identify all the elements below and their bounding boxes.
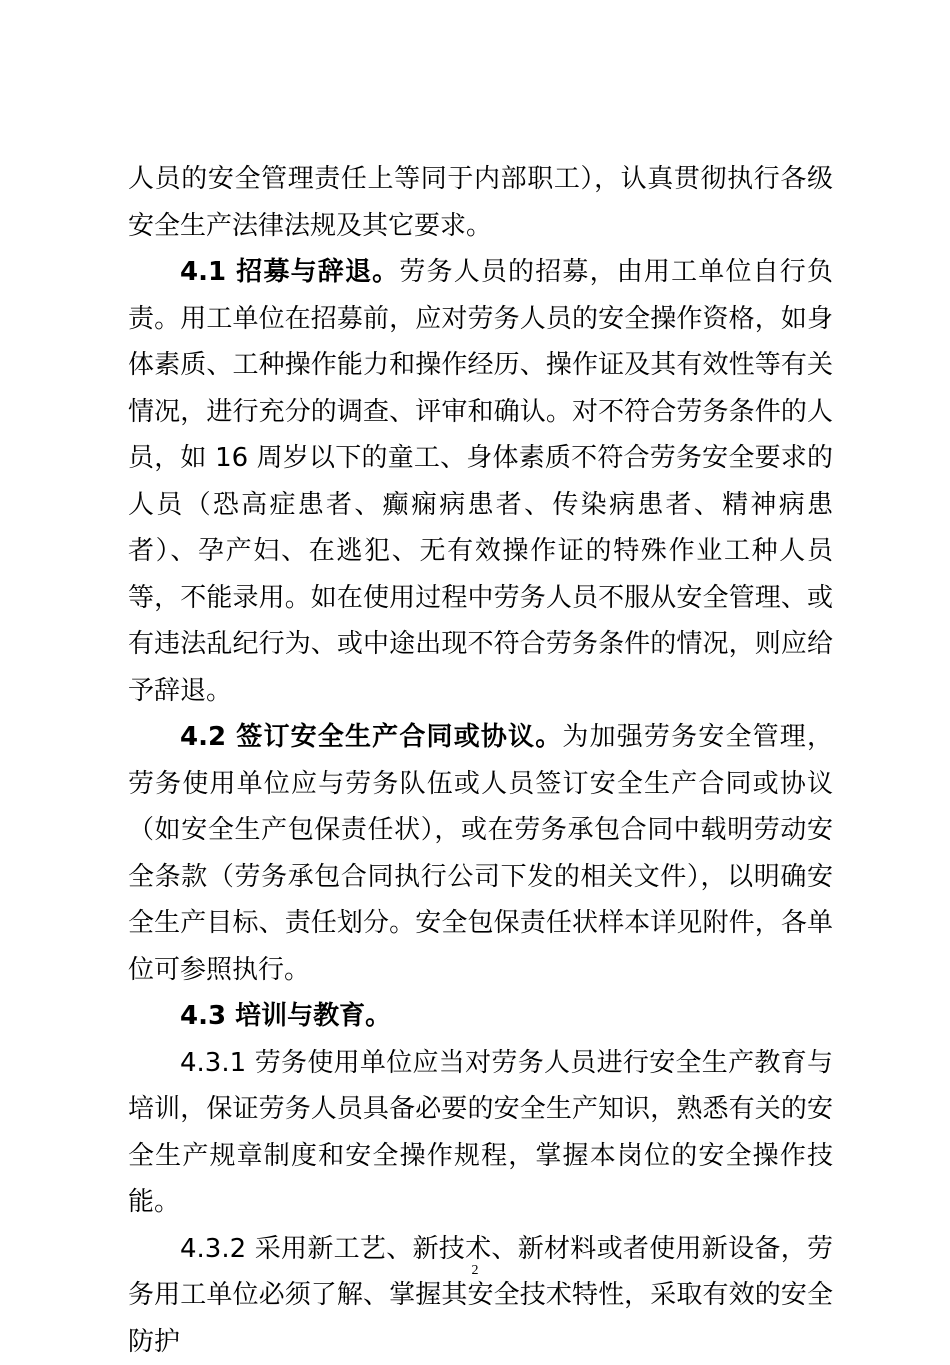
- paragraph-body: 4.3.1 劳务使用单位应当对劳务人员进行安全生产教育与培训，保证劳务人员具备必要的安全生产知识，熟悉有关的安全生产规章制度和安全操作规程，掌握本岗位的安全操作技能。: [128, 1048, 833, 1218]
- section-heading-4-3: 4.3 培训与教育。: [180, 1001, 391, 1031]
- section-4-1-paragraph: [128, 249, 833, 714]
- section-heading-4-2: 4.2 签订安全生产合同或协议。: [180, 722, 562, 752]
- section-heading-4-1: 4.1 招募与辞退。: [180, 257, 399, 287]
- clause-4-3-1-paragraph: [128, 1040, 833, 1226]
- clause-4-3-2-paragraph: [128, 1226, 833, 1365]
- page-number: 2: [0, 1262, 950, 1280]
- paragraph-body: 为加强劳务安全管理，劳务使用单位应与劳务队伍或人员签订安全生产合同或协议（如安全生产包保责任状），或在劳务承包合同中载明劳动安全条款（劳务承包合同执行公司下发的相关文件），以明确安全生产目标、责任划分。安全包保责任状样本详见附件，各单位可参照执行。: [128, 722, 833, 985]
- paragraph-body: 劳务人员的招募，由用工单位自行负责。用工单位在招募前，应对劳务人员的安全操作资格，如身体素质、工种操作能力和操作经历、操作证及其有效性等有关情况，进行充分的调查、评审和确认。对不符合劳务条件的人员，如 16 周岁以下的童工、身体素质不符合劳务安全要求的人员（恐高症患者、癫痫病患者、传染病患者、精神病患者）、孕产妇、在逃犯、无有效操作证的特殊作业工种人员等，不能录用。如在使用过程中劳务人员不服从安全管理、或有违法乱纪行为、或中途出现不符合劳务条件的情况，则应给予辞退。: [128, 257, 833, 706]
- body-text: [128, 156, 833, 1365]
- paragraph-body: 人员的安全管理责任上等同于内部职工），认真贯彻执行各级安全生产法律法规及其它要求。: [128, 164, 833, 241]
- paragraph-body: 4.3.2 采用新工艺、新技术、新材料或者使用新设备，劳务用工单位必须了解、掌握其安全技术特性，采取有效的安全防护: [128, 1234, 833, 1357]
- section-4-3-paragraph: [128, 993, 833, 1040]
- section-4-2-paragraph: [128, 714, 833, 993]
- paragraph-continuation: [128, 156, 833, 249]
